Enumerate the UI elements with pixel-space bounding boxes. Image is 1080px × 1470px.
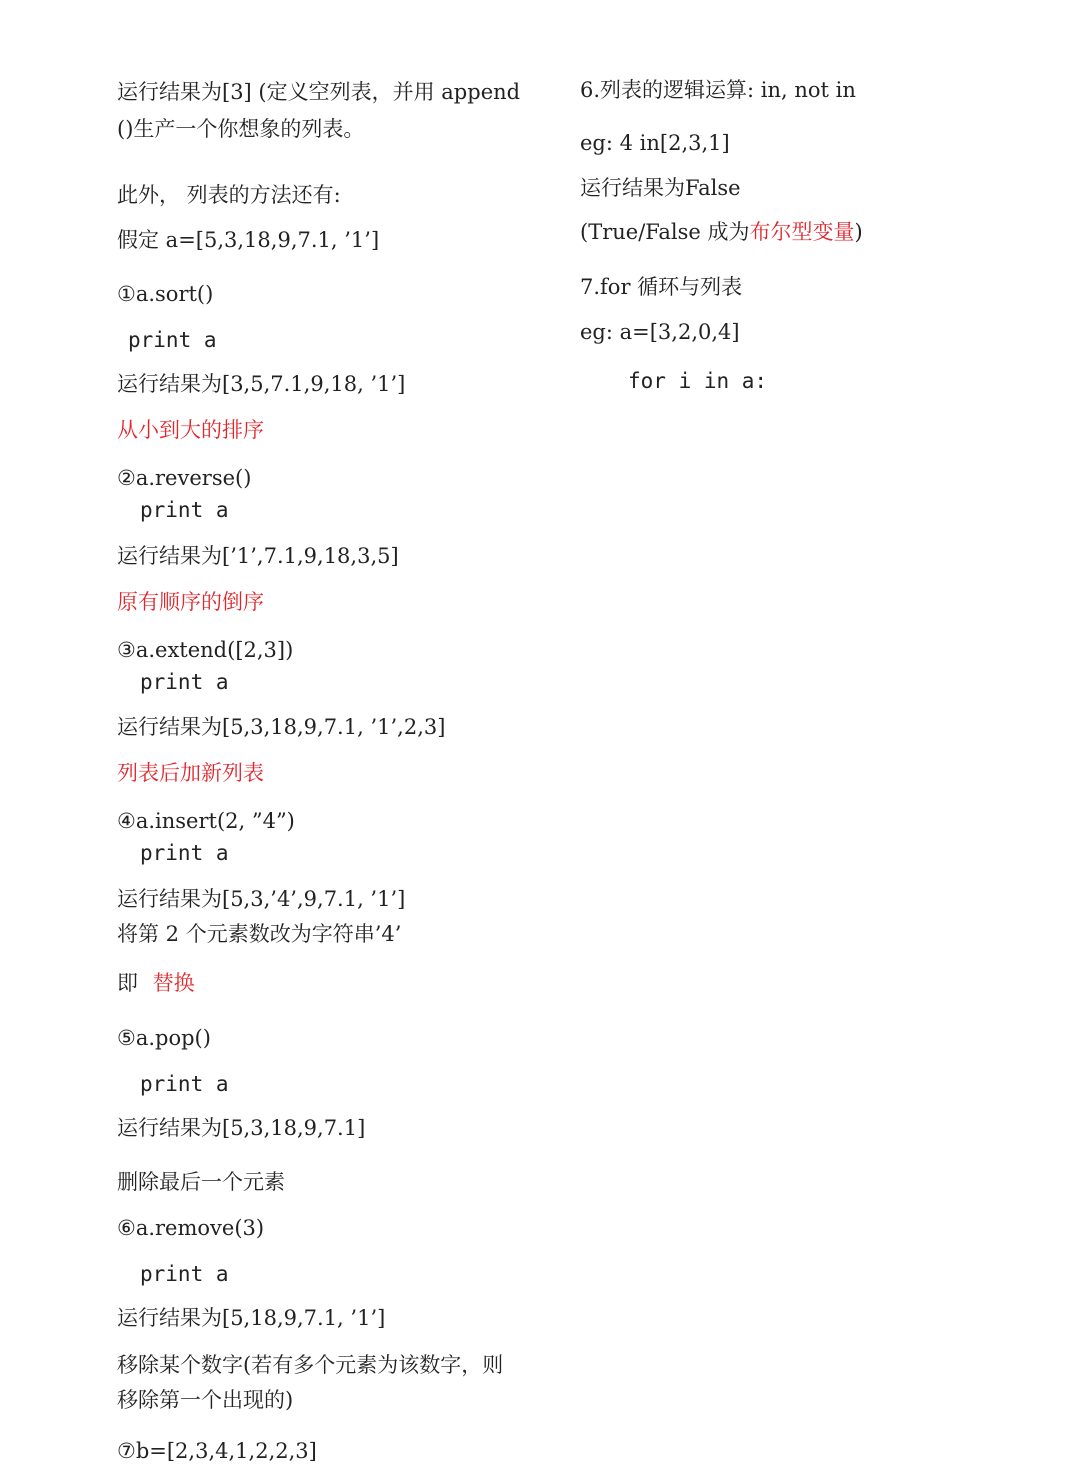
section6-result: 运行结果为False <box>580 176 741 200</box>
remove-desc-1: 移除某个数字(若有多个元素为该数字，则 <box>117 1353 504 1377</box>
pop-desc: 删除最后一个元素 <box>117 1170 285 1194</box>
section6-title: 6.列表的逻辑运算: in, not in <box>580 78 856 102</box>
section6-note-close: ) <box>854 220 863 244</box>
section7-loop: for i in a: <box>628 369 768 393</box>
insert-note: 替换 <box>152 971 195 995</box>
extend-print: print a <box>140 670 229 694</box>
insert-note-line <box>117 968 195 998</box>
reverse-note: 原有顺序的倒序 <box>117 590 264 614</box>
insert-note-prefix: 即 <box>117 971 138 995</box>
insert-desc: 将第 2 个元素数改为字符串’4’ <box>117 922 402 946</box>
reverse-code: ②a.reverse() <box>117 466 252 490</box>
pop-print: print a <box>140 1072 229 1096</box>
pop-result: 运行结果为[5,3,18,9,7.1] <box>117 1116 366 1140</box>
insert-print: print a <box>140 841 229 865</box>
methods-heading: 此外， 列表的方法还有: <box>117 183 341 207</box>
reverse-print: print a <box>140 498 229 522</box>
remove-code: ⑥a.remove(3) <box>117 1216 265 1240</box>
extend-result: 运行结果为[5,3,18,9,7.1, ’1’,2,3] <box>117 715 446 739</box>
extend-note: 列表后加新列表 <box>117 761 264 785</box>
section7-eg: eg: a=[3,2,0,4] <box>580 320 740 344</box>
section6-eg: eg: 4 in[2,3,1] <box>580 131 730 155</box>
extend-code: ③a.extend([2,3]) <box>117 638 294 662</box>
intro-line-2: ()生产一个你想象的列表。 <box>117 117 365 141</box>
reverse-result: 运行结果为[’1’,7.1,9,18,3,5] <box>117 544 399 568</box>
section6-note-red: 布尔型变量 <box>749 220 855 244</box>
pop-code: ⑤a.pop() <box>117 1026 211 1050</box>
section7-title: 7.for 循环与列表 <box>580 275 743 299</box>
section6-note <box>580 217 863 247</box>
sort-result: 运行结果为[3,5,7.1,9,18, ’1’] <box>117 372 406 396</box>
remove-print: print a <box>140 1262 229 1286</box>
sort-print: print a <box>128 328 217 352</box>
insert-code: ④a.insert(2, ”4”) <box>117 809 295 833</box>
insert-result: 运行结果为[5,3,’4’,9,7.1, ’1’] <box>117 887 406 911</box>
remove-desc-2: 移除第一个出现的) <box>117 1388 294 1412</box>
section6-note-open: (True/False 成为 <box>580 220 750 244</box>
sort-code: ①a.sort() <box>117 282 214 306</box>
remove-result: 运行结果为[5,18,9,7.1, ’1’] <box>117 1306 386 1330</box>
intro-line-1: 运行结果为[3] (定义空列表，并用 append <box>117 80 521 104</box>
count-code: ⑦b=[2,3,4,1,2,2,3] <box>117 1439 317 1463</box>
assume-line: 假定 a=[5,3,18,9,7.1, ’1’] <box>117 228 380 252</box>
sort-note: 从小到大的排序 <box>117 418 264 442</box>
